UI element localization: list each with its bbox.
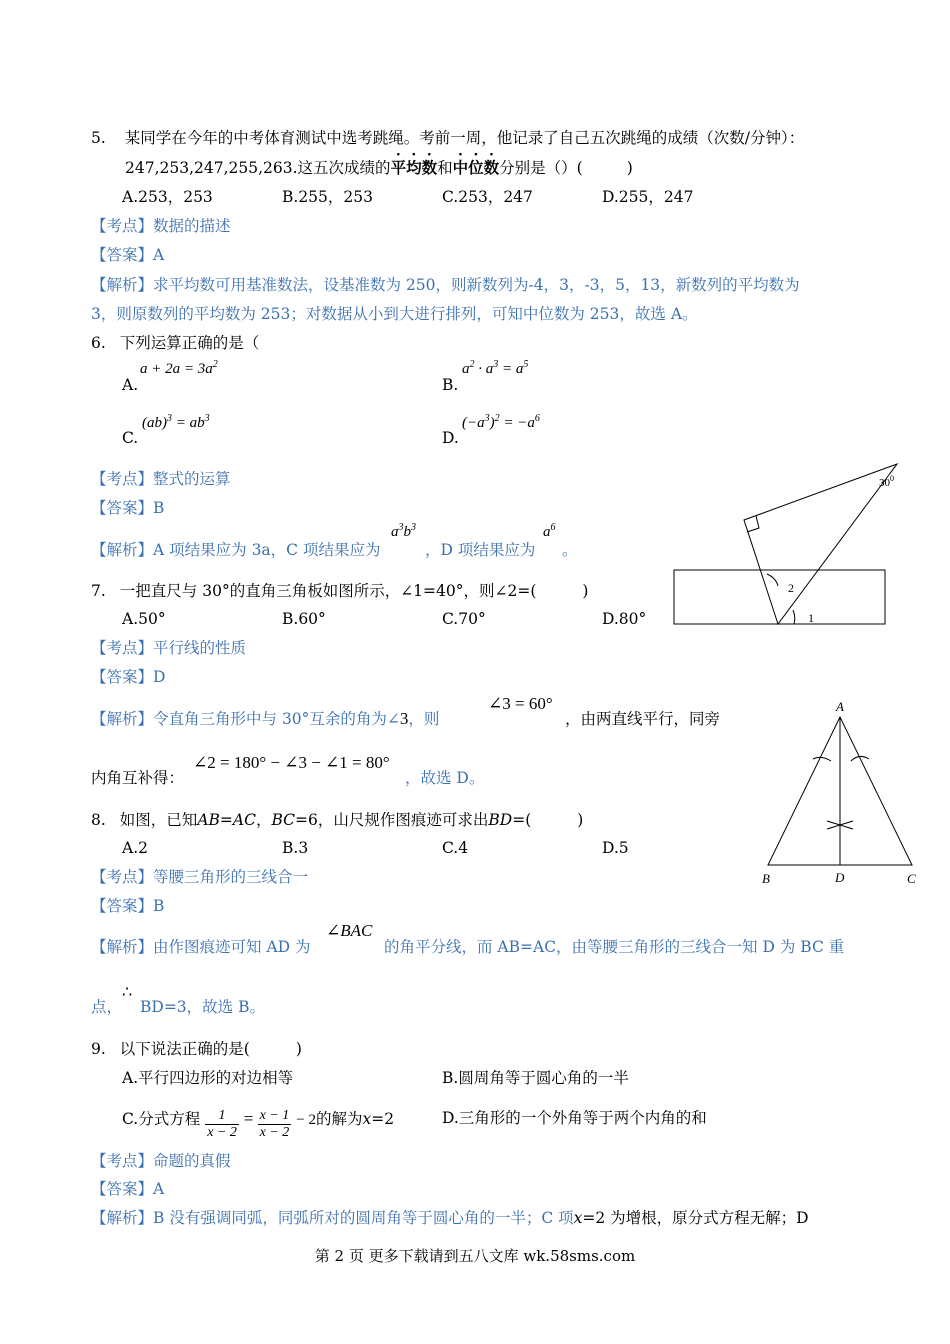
angle-2-arc (767, 574, 778, 586)
q9-option-b: B.圆周角等于圆心角的一半 (442, 1069, 629, 1087)
q7-option-a: A.50° (122, 610, 166, 628)
label-angle-1: 1 (808, 611, 814, 625)
q6-option-d-formula: $(-a^3)^2 = -a^6$ (462, 413, 540, 431)
q9-kaodian: 【考点】命题的真假 (91, 1152, 231, 1170)
q6-option-c-formula: $(ab)^3 = ab^3$ (142, 413, 210, 431)
q5-data: 247,253,247,255,263.这五次成绩的 (125, 159, 391, 177)
q6-stem: 6. 下列运算正确的是（ (91, 334, 260, 352)
angle-1-arc (793, 610, 795, 624)
q7-kaodian: 【考点】平行线的性质 (91, 639, 247, 657)
q8-analysis-line1-end: 的角平分线，而 AB=AC，由等腰三角形的三线合一知 D 为 BC 重 (384, 938, 845, 956)
q8-option-a: A.2 (122, 839, 148, 857)
label-a: A (836, 699, 844, 714)
q7-option-c: C.70° (442, 610, 486, 628)
q6-option-a-label: A. (122, 376, 139, 394)
q7-option-b: B.60° (282, 610, 326, 628)
q6-answer: 【答案】B (91, 499, 165, 517)
q9-option-d: D.三角形的一个外角等于两个内角的和 (442, 1109, 707, 1127)
q8-analysis-line2-end: BD=3，故选 B。 (140, 998, 265, 1016)
q7-analysis-line2-end: ，故选 D。 (405, 769, 485, 787)
q6-analysis-end: 。 (562, 541, 578, 559)
q6-kaodian: 【考点】整式的运算 (91, 470, 231, 488)
q8-analysis-line2: 点， (91, 998, 123, 1016)
q8-kaodian: 【考点】等腰三角形的三线合一 (91, 868, 309, 886)
q5-number: 5. (91, 129, 106, 147)
q7-answer: 【答案】D (91, 668, 166, 686)
q7-eq-angle3: ∠3 = 60° (488, 694, 553, 713)
label-b: B (762, 871, 770, 886)
q8-option-d: D.5 (602, 839, 629, 857)
label-c: C (907, 871, 916, 886)
q6-option-b-label: B. (442, 376, 459, 394)
q5-analysis-line1: 【解析】求平均数可用基准数法，设基准数为 250，则新数列为-4，3，-3，5，13，新数列的平均数为 (91, 276, 800, 294)
q6-analysis-mid: ，D 项结果应为 (425, 541, 536, 559)
q9-option-c: C.分式方程 $\frac{1}{x - 2}$ = $\frac{x - 1}{x - 2}$ − 2的解为x=2 (122, 1108, 395, 1140)
q7-option-d: D.80° (602, 610, 647, 628)
q7-analysis-line1: 【解析】令直角三角形中与 30°互余的角为∠3，则 (91, 709, 440, 728)
q6-option-b-formula: $a^2 \cdot a^3 = a^5$ (462, 359, 529, 377)
q8-stem: 8. 如图，已知AB=AC，BC=6，山尺规作图痕迹可求出BD=( ) (91, 811, 584, 829)
q5-text: 某同学在今年的中考体育测试中选考跳绳。考前一周，他记录了自己五次跳绳的成绩（次数/分钟）： (124, 129, 805, 147)
q6-analysis-formula-c: $a^3b^3$ (391, 522, 416, 540)
page-footer: 第 2 页 更多下载请到五八文库 wk.58sms.com (314, 1247, 636, 1265)
label-d: D (835, 870, 845, 885)
q9-analysis: 【解析】B 没有强调同弧，同弧所对的圆周角等于圆心角的一半；C 项x=2 为增根，原分式方程无解；D (91, 1209, 809, 1227)
q8-figure (755, 695, 930, 895)
q6-analysis: 【解析】A 项结果应为 3a，C 项结果应为 (91, 541, 381, 559)
label-30-deg: $30^0$ (879, 474, 894, 489)
q5-option-b: B.255，253 (282, 188, 373, 206)
q7-analysis-line1-end: ，由两直线平行，同旁 (565, 710, 721, 728)
q5-kaodian: 【考点】数据的描述 (91, 217, 231, 235)
q6-option-a-formula: $a + 2a = 3a^2$ (140, 359, 218, 377)
q7-figure (660, 460, 900, 635)
label-angle-2: 2 (788, 581, 794, 595)
q8-option-b: B.3 (282, 839, 309, 857)
q5-option-a: A.253，253 (122, 188, 213, 206)
q8-angle-bac: ∠BAC (326, 921, 373, 940)
q7-eq-angle2: ∠2 = 180° − ∠3 − ∠1 = 80° (193, 753, 390, 772)
q6-option-c-label: C. (122, 429, 139, 447)
q9-option-a: A.平行四边形的对边相等 (122, 1069, 294, 1087)
therefore-symbol: ∴ (122, 982, 133, 1001)
q7-analysis-line2: 内角互补得： (91, 769, 185, 787)
q8-option-c: C.4 (442, 839, 469, 857)
set-square (744, 464, 897, 624)
q5-keyword-mean: 平均数 (390, 158, 438, 177)
q5-answer: 【答案】A (91, 246, 165, 264)
q5-stem-line2: 247,253,247,255,263.这五次成绩的平均数和中位数分别是（）( ) (125, 158, 633, 177)
q9-stem: 9. 以下说法正确的是( ) (91, 1040, 302, 1058)
q6-option-d-label: D. (442, 429, 459, 447)
arc-mark-left (813, 757, 831, 761)
ruler (674, 570, 885, 624)
q5-stem-line1 (91, 128, 804, 148)
q9-answer: 【答案】A (91, 1180, 165, 1198)
q7-stem: 7. 一把直尺与 30°的直角三角板如图所示，∠1=40°，则∠2=( ) (91, 582, 589, 600)
q8-answer: 【答案】B (91, 897, 165, 915)
q5-keyword-median: 中位数 (452, 158, 500, 177)
q5-option-d: D.255，247 (602, 188, 694, 206)
q8-analysis-line1: 【解析】由作图痕迹可知 AD 为 (91, 938, 311, 956)
q5-option-c: C.253，247 (442, 188, 533, 206)
q6-analysis-formula-d: $a^6$ (543, 522, 556, 540)
q5-analysis-line2: 3，则原数列的平均数为 253；对数据从小到大进行排列，可知中位数为 253，故选 A。 (91, 305, 698, 323)
